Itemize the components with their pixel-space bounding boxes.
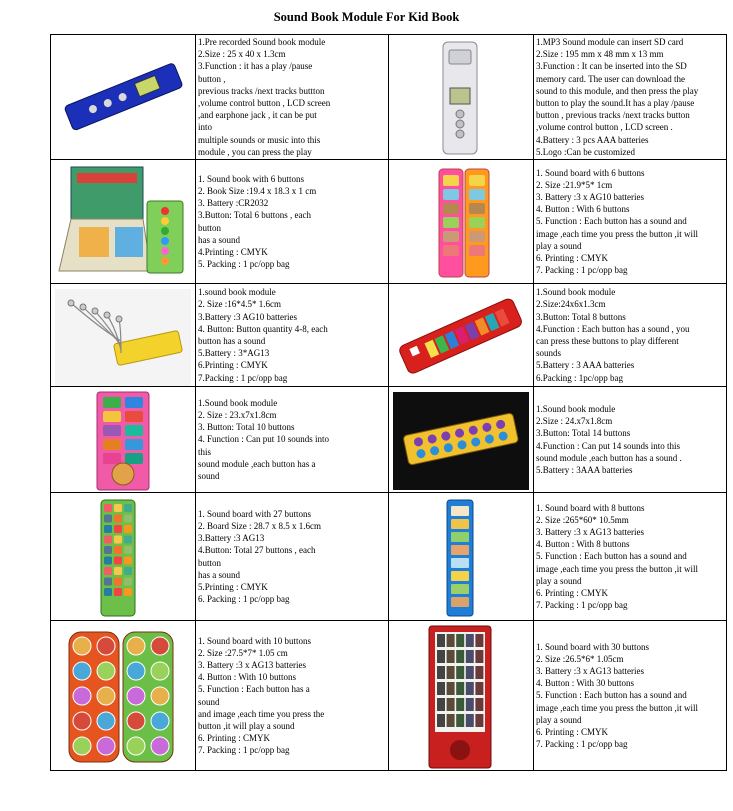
product-image-cell xyxy=(389,387,534,493)
product-description xyxy=(534,493,727,621)
description-line: 3.Button: Total 14 buttons xyxy=(536,428,631,439)
product-image-cell xyxy=(389,621,534,771)
description-line: 4. Button: Button quantity 4-8, each xyxy=(198,323,328,334)
description-line: 3. Battery :3 x AG13 batteries xyxy=(536,666,644,677)
description-line: 3. Battery :CR2032 xyxy=(198,198,269,209)
product-description xyxy=(534,35,727,160)
description-line: button has a sound xyxy=(198,336,266,347)
description-line: ,volume control button , LCD screen . xyxy=(536,122,673,133)
description-line: 1.Sound book module xyxy=(536,403,616,414)
description-line: has a sound xyxy=(198,569,240,580)
description-line: 1. Sound board with 30 buttons xyxy=(536,641,650,652)
description-line: 1.sound book module xyxy=(198,287,276,298)
table-row xyxy=(51,493,727,621)
description-line: 2. Size :16*4.5* 1.6cm xyxy=(198,299,281,310)
description-line: 2.Size : 195 mm x 48 mm x 13 mm xyxy=(536,49,664,60)
description-line: 1. Sound book with 6 buttons xyxy=(198,173,305,184)
product-description xyxy=(534,160,727,284)
product-image-cell xyxy=(389,160,534,284)
description-line: button , previous tracks /next tracks button xyxy=(536,110,690,121)
description-line: 1. Sound board with 8 buttons xyxy=(536,502,645,513)
description-line: 1.Sound book module xyxy=(198,397,278,408)
page-title: Sound Book Module For Kid Book xyxy=(273,10,460,24)
product-image-cell xyxy=(51,35,196,160)
description-line: sound module ,each button has a sound . xyxy=(536,452,682,463)
description-line: 3.Battery :3 AG10 batteries xyxy=(198,311,297,322)
description-line: 6.Printing : CMYK xyxy=(198,360,268,371)
table-row xyxy=(51,387,727,493)
description-line: 2.Size:24x6x1.3cm xyxy=(536,299,606,310)
description-line: button ,it will play a sound xyxy=(198,720,295,731)
description-line: 7.Packing : 1 pc/opp bag xyxy=(198,372,288,383)
blue-sound-module-image xyxy=(51,36,195,158)
description-line: 2. Size :27.5*7* 1.05 cm xyxy=(198,647,288,658)
product-image-cell xyxy=(389,35,534,160)
description-line: 6.Packing : 1pc/opp bag xyxy=(536,372,623,383)
description-line: 5. Function : Each button has a sound and xyxy=(536,216,687,227)
description-line: 1.Pre recorded Sound book module xyxy=(198,37,326,47)
description-line: 5. Function : Each button has a xyxy=(198,684,310,695)
sound-board-6-buttons-image xyxy=(389,161,533,283)
product-table xyxy=(50,34,727,771)
description-line: image ,each time you press the button ,it will xyxy=(536,563,698,574)
description-line: 6. Printing : CMYK xyxy=(198,733,271,744)
description-line: 2. Book Size :19.4 x 18.3 x 1 cm xyxy=(198,185,317,196)
description-line: 2. Size :265*60* 10.5mm xyxy=(536,514,629,525)
description-line: 4. Function : Can put 10 sounds into xyxy=(198,434,330,445)
sound-board-27-buttons-image xyxy=(51,494,195,620)
description-line: sound module ,each button has a xyxy=(198,458,316,469)
product-image-cell xyxy=(51,160,196,284)
sound-board-8-buttons-image xyxy=(389,494,533,620)
sound-board-10-round-buttons-image xyxy=(51,622,195,770)
description-line: 1. Sound board with 6 buttons xyxy=(536,167,645,178)
description-line: 3.Button: Total 6 buttons , each xyxy=(198,210,311,221)
description-line: 6. Printing : CMYK xyxy=(536,727,609,738)
description-line: play a sound xyxy=(536,575,582,586)
description-line: memory card. The user can download the xyxy=(536,73,686,84)
description-line: 4.Function : Can put 14 sounds into this xyxy=(536,440,681,451)
description-line: 2. Size :21.9*5* 1cm xyxy=(536,179,613,190)
description-line: 1.MP3 Sound module can insert SD card xyxy=(536,37,684,47)
description-line: previous tracks /next tracks buttton xyxy=(198,85,325,96)
description-line: 2. Size : 23.x7x1.8cm xyxy=(198,410,277,421)
description-line: sound xyxy=(198,471,220,482)
description-line: 3.Function : It can be inserted into the SD xyxy=(536,61,687,72)
table-row xyxy=(51,160,727,284)
product-image-cell xyxy=(51,493,196,621)
description-line: module , you can press the play xyxy=(198,146,312,157)
description-line: and image ,each time you press the xyxy=(198,708,325,719)
description-line: 7. Packing : 1 pc/opp bag xyxy=(536,600,628,611)
table-row xyxy=(51,621,727,771)
description-line: button , xyxy=(198,73,226,84)
description-line: 7. Packing : 1 pc/opp bag xyxy=(536,265,628,276)
description-line: 2.Size : 25 x 40 x 1.3cm xyxy=(198,49,286,60)
product-description xyxy=(534,284,727,387)
table-row xyxy=(51,284,727,387)
sound-board-30-buttons-image xyxy=(389,622,533,770)
description-line: 4.Function : Each button has a sound , you xyxy=(536,323,690,334)
description-line: ,and earphone jack , it can be put xyxy=(198,110,317,121)
white-mp3-module-image xyxy=(389,36,533,158)
yellow-module-wires-image xyxy=(51,285,195,386)
description-line: image ,each time you press the button ,it will xyxy=(536,228,698,239)
description-line: sound to this module, and then press the play xyxy=(536,85,699,96)
description-line: multiple sounds or music into this xyxy=(198,134,321,145)
description-line: 1. Sound board with 10 buttons xyxy=(198,635,312,646)
description-line: 4.Battery : 3 pcs AAA batteries xyxy=(536,134,649,145)
product-description xyxy=(534,387,727,493)
product-image-cell xyxy=(389,284,534,387)
description-line: 3.Button: Total 8 buttons xyxy=(536,311,626,322)
description-line: sound xyxy=(198,696,220,707)
description-line: 5.Battery : 3*AG13 xyxy=(198,348,270,359)
number-module-10-buttons-image xyxy=(51,388,195,492)
description-line: 3. Battery :3 x AG13 batteries xyxy=(536,527,644,538)
product-description xyxy=(196,621,389,771)
picture-book-6-buttons-image xyxy=(51,161,195,283)
description-line: 5. Function : Each button has a sound and xyxy=(536,690,687,701)
description-line: 3.Function : it has a play /pause xyxy=(198,61,313,72)
table-row xyxy=(51,35,727,160)
product-image-cell xyxy=(51,621,196,771)
description-line: 4. Button : With 8 buttons xyxy=(536,539,630,550)
description-line: 7. Packing : 1 pc/opp bag xyxy=(198,745,290,756)
description-line: 4. Button : With 30 buttons xyxy=(536,678,634,689)
description-line: 5. Packing : 1 pc/opp bag xyxy=(198,259,290,270)
description-line: image ,each time you press the button ,it will xyxy=(536,702,698,713)
description-line: button to play the sound.It has a play /pause xyxy=(536,98,695,109)
description-line: 5. Function : Each button has a sound and xyxy=(536,551,687,562)
description-line: can press these buttons to play different xyxy=(536,336,679,347)
product-description xyxy=(196,493,389,621)
description-line: this xyxy=(198,446,212,457)
description-line: sounds xyxy=(536,348,562,359)
description-line: 2. Size :26.5*6* 1.05cm xyxy=(536,653,624,664)
description-line: play a sound xyxy=(536,240,582,251)
description-line: 1.Sound book module xyxy=(536,287,616,298)
product-description xyxy=(534,621,727,771)
product-description xyxy=(196,387,389,493)
description-line: 3. Button: Total 10 buttons xyxy=(198,422,295,433)
description-line: 3.Battery :3 AG13 xyxy=(198,533,265,544)
description-line: has a sound xyxy=(198,234,240,245)
description-line: 4. Button : With 6 buttons xyxy=(536,204,630,215)
description-line: 4.Printing : CMYK xyxy=(198,246,268,257)
description-line: button xyxy=(198,557,222,568)
description-line: 6. Printing : CMYK xyxy=(536,588,609,599)
description-line: button xyxy=(198,222,222,233)
product-description xyxy=(196,160,389,284)
product-description xyxy=(196,284,389,387)
description-line: 3. Battery :3 x AG10 batteries xyxy=(536,192,644,203)
description-line: 1. Sound board with 27 buttons xyxy=(198,508,312,519)
description-line: 4. Button : With 10 buttons xyxy=(198,672,296,683)
product-image-cell xyxy=(389,493,534,621)
description-line: 3. Battery :3 x AG13 batteries xyxy=(198,659,306,670)
description-line: 6. Printing : CMYK xyxy=(536,253,609,264)
product-image-cell xyxy=(51,387,196,493)
black-module-14-buttons-image xyxy=(389,388,533,492)
product-description xyxy=(196,35,389,160)
description-line: ,volume control button , LCD screen xyxy=(198,98,331,109)
description-line: 7. Packing : 1 pc/opp bag xyxy=(536,739,628,750)
red-module-8-buttons-image xyxy=(389,285,533,386)
description-line: 2.Size : 24.x7x1.8cm xyxy=(536,416,613,427)
description-line: 5.Battery : 3 AAA batteries xyxy=(536,360,635,371)
description-line: 4.Button: Total 27 buttons , each xyxy=(198,545,316,556)
product-image-cell xyxy=(51,284,196,387)
description-line: 5.Battery : 3AAA batteries xyxy=(536,464,633,475)
description-line: 6. Packing : 1 pc/opp bag xyxy=(198,594,290,605)
description-line: into xyxy=(198,122,213,133)
description-line: 5.Logo :Can be customized xyxy=(536,146,635,157)
description-line: 2. Board Size : 28.7 x 8.5 x 1.6cm xyxy=(198,520,321,531)
description-line: play a sound xyxy=(536,714,582,725)
description-line: 5.Printing : CMYK xyxy=(198,581,268,592)
